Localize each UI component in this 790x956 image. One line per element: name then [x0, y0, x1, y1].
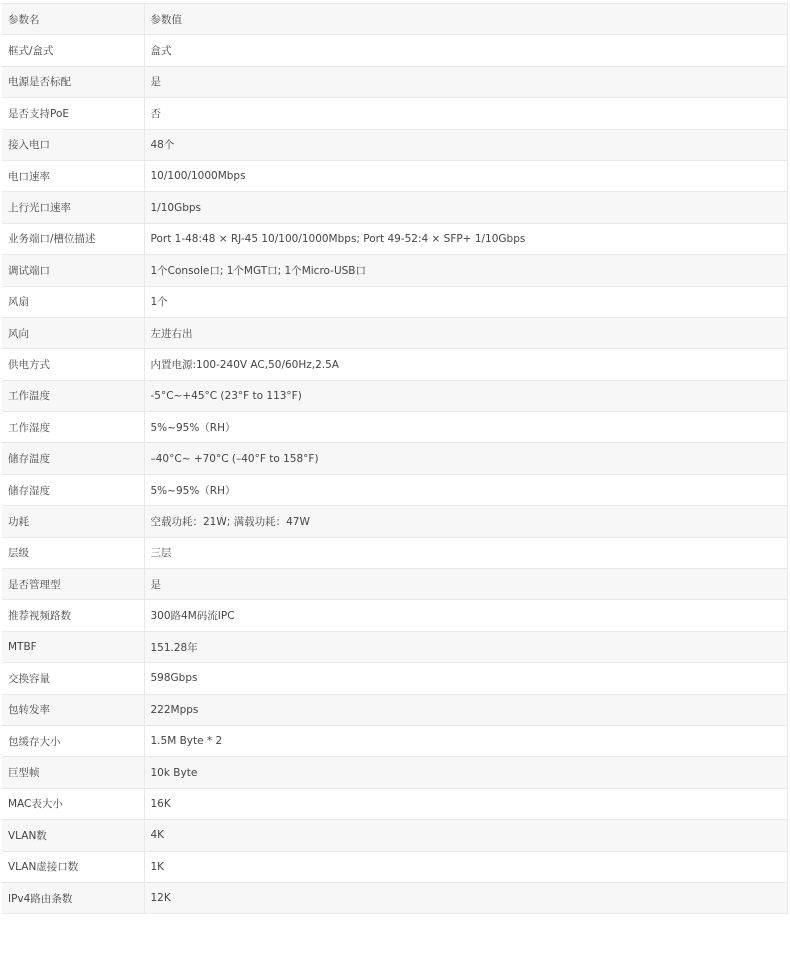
- param-name: IPv4路由条数: [2, 882, 144, 913]
- param-value: 空载功耗：21W; 满载功耗：47W: [144, 506, 788, 537]
- param-value: 151.28年: [144, 631, 788, 662]
- table-row: [2, 317, 788, 348]
- table-row: [2, 694, 788, 725]
- param-value: 否: [144, 98, 788, 129]
- param-name: MAC表大小: [2, 788, 144, 819]
- param-name: 调试端口: [2, 255, 144, 286]
- spec-table-body: [2, 4, 788, 914]
- param-value: 10/100/1000Mbps: [144, 160, 788, 191]
- param-value: –40°C~ +70°C (–40°F to 158°F): [144, 443, 788, 474]
- param-value: 1.5M Byte * 2: [144, 725, 788, 756]
- param-name: 接入电口: [2, 129, 144, 160]
- param-name: 巨型帧: [2, 757, 144, 788]
- param-name: 框式/盒式: [2, 35, 144, 66]
- table-row: [2, 349, 788, 380]
- param-value: 1个: [144, 286, 788, 317]
- param-name: 包转发率: [2, 694, 144, 725]
- table-row: [2, 757, 788, 788]
- table-row: [2, 160, 788, 191]
- param-name: MTBF: [2, 631, 144, 662]
- table-row: [2, 443, 788, 474]
- param-value: 48个: [144, 129, 788, 160]
- param-value: 5%~95%（RH）: [144, 474, 788, 505]
- table-row: [2, 98, 788, 129]
- param-name: 工作温度: [2, 380, 144, 411]
- table-row: [2, 788, 788, 819]
- param-name: 风扇: [2, 286, 144, 317]
- param-name: VLAN虚接口数: [2, 851, 144, 882]
- param-name: 推荐视频路数: [2, 600, 144, 631]
- param-value: 内置电源:100-240V AC,50/60Hz,2.5A: [144, 349, 788, 380]
- param-name: 供电方式: [2, 349, 144, 380]
- table-row: [2, 537, 788, 568]
- param-value: 三层: [144, 537, 788, 568]
- header-value-cell: 参数值: [144, 4, 788, 35]
- header-name-cell: 参数名: [2, 4, 144, 35]
- table-row: [2, 569, 788, 600]
- param-value: 10k Byte: [144, 757, 788, 788]
- table-row: [2, 663, 788, 694]
- table-row: [2, 474, 788, 505]
- table-row: [2, 66, 788, 97]
- param-value: 5%~95%（RH）: [144, 412, 788, 443]
- table-row: [2, 129, 788, 160]
- param-value: 4K: [144, 820, 788, 851]
- param-name: 是否支持PoE: [2, 98, 144, 129]
- param-name: 电口速率: [2, 160, 144, 191]
- param-name: 是否管理型: [2, 569, 144, 600]
- spec-table: [2, 3, 788, 914]
- param-name: 上行光口速率: [2, 192, 144, 223]
- param-value: 1K: [144, 851, 788, 882]
- table-row: [2, 192, 788, 223]
- param-name: 储存湿度: [2, 474, 144, 505]
- param-name: 交换容量: [2, 663, 144, 694]
- param-value: 598Gbps: [144, 663, 788, 694]
- param-value: Port 1-48:48 × RJ-45 10/100/1000Mbps; Port 49-52:4 × SFP+ 1/10Gbps: [144, 223, 788, 254]
- table-row: [2, 255, 788, 286]
- param-value: 12K: [144, 882, 788, 913]
- param-value: 300路4M码流IPC: [144, 600, 788, 631]
- table-row: [2, 506, 788, 537]
- param-value: 盒式: [144, 35, 788, 66]
- table-row: [2, 820, 788, 851]
- table-row: [2, 631, 788, 662]
- param-value: 是: [144, 569, 788, 600]
- param-value: 左进右出: [144, 317, 788, 348]
- table-row: [2, 412, 788, 443]
- param-value: 16K: [144, 788, 788, 819]
- table-row: [2, 35, 788, 66]
- param-name: 业务端口/槽位描述: [2, 223, 144, 254]
- table-row: [2, 223, 788, 254]
- param-name: 风向: [2, 317, 144, 348]
- table-row: [2, 851, 788, 882]
- param-name: 工作湿度: [2, 412, 144, 443]
- table-row: [2, 286, 788, 317]
- table-row: [2, 380, 788, 411]
- param-value: -5°C~+45°C (23°F to 113°F): [144, 380, 788, 411]
- param-value: 1/10Gbps: [144, 192, 788, 223]
- param-value: 是: [144, 66, 788, 97]
- table-row: [2, 600, 788, 631]
- param-name: VLAN数: [2, 820, 144, 851]
- param-value: 1个Console口; 1个MGT口; 1个Micro-USB口: [144, 255, 788, 286]
- param-name: 功耗: [2, 506, 144, 537]
- param-name: 包缓存大小: [2, 725, 144, 756]
- table-row: [2, 882, 788, 913]
- table-header-row: [2, 4, 788, 35]
- table-row: [2, 725, 788, 756]
- param-name: 层级: [2, 537, 144, 568]
- param-name: 电源是否标配: [2, 66, 144, 97]
- param-name: 储存温度: [2, 443, 144, 474]
- param-value: 222Mpps: [144, 694, 788, 725]
